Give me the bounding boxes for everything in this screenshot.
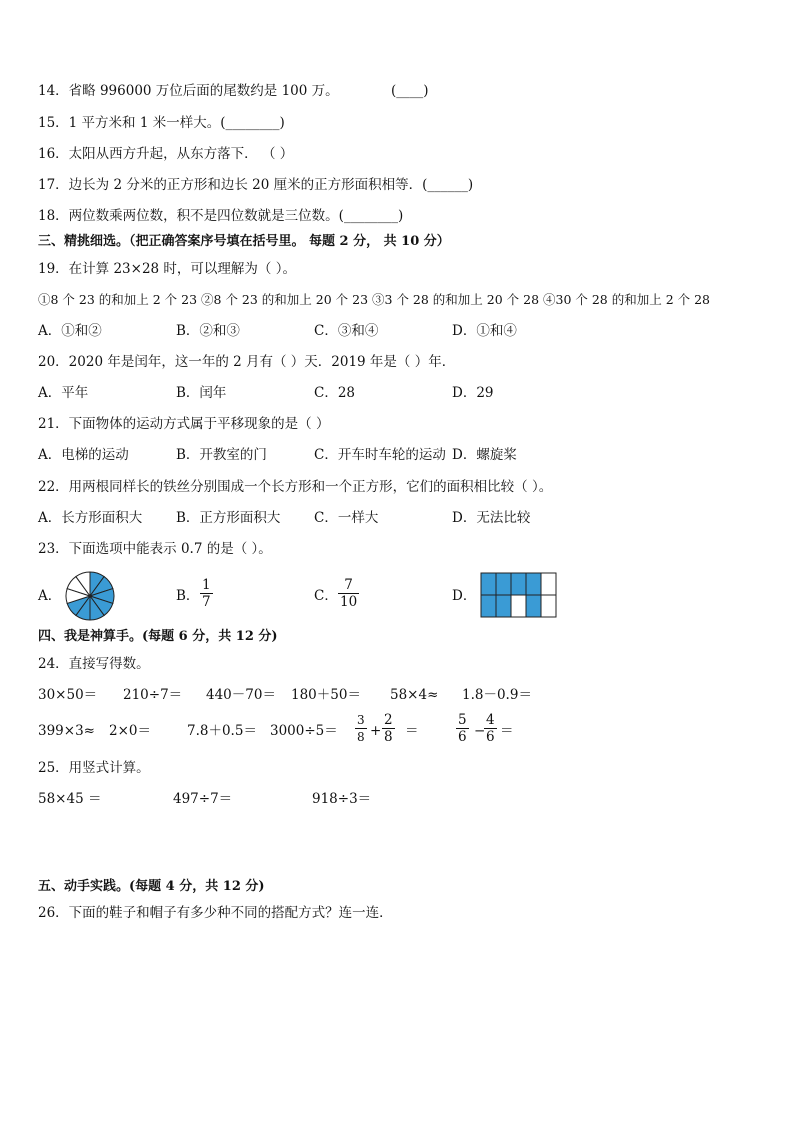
q21-option-d[interactable]: D．螺旋桨 bbox=[452, 447, 517, 463]
calc-item: 30×50＝ bbox=[38, 687, 98, 703]
calc-item: 210÷7＝ bbox=[123, 687, 183, 703]
grid-cell bbox=[496, 595, 511, 617]
grid-cell bbox=[511, 595, 526, 617]
fraction-numerator: 5 bbox=[458, 712, 467, 728]
question-18: 18．两位数乘两位数，积不是四位数就是三位数。(________) bbox=[38, 208, 404, 224]
vertical-calc-item: 918÷3＝ bbox=[312, 791, 372, 807]
q23-option-c-label[interactable]: C． bbox=[314, 588, 338, 604]
question-16: 16．太阳从西方升起，从东方落下． （ ） bbox=[38, 146, 294, 162]
calc-item: 3000÷5＝ bbox=[270, 723, 338, 739]
fraction-denominator: 6 bbox=[486, 729, 495, 745]
calc-item: 2×0＝ bbox=[109, 723, 151, 739]
q21-option-c[interactable]: C．开车时车轮的运动 bbox=[314, 447, 446, 463]
question-14-text: 14．省略 996000 万位后面的尾数约是 100 万。 bbox=[38, 83, 339, 99]
grid-cell bbox=[541, 595, 556, 617]
question-24-stem: 24．直接写得数。 bbox=[38, 656, 150, 672]
calc-item: 440－70＝ bbox=[206, 687, 276, 703]
operator: + bbox=[370, 723, 382, 739]
fraction-numerator: 1 bbox=[202, 577, 211, 593]
question-26-stem: 26．下面的鞋子和帽子有多少种不同的搭配方式？连一连． bbox=[38, 905, 393, 921]
fraction-denominator: 10 bbox=[340, 594, 358, 610]
equals-sign: ＝ bbox=[500, 723, 514, 739]
fraction bbox=[382, 712, 395, 745]
question-15: 15．1 平方米和 1 米一样大。(________) bbox=[38, 115, 285, 131]
q22-option-c[interactable]: C．一样大 bbox=[314, 510, 379, 526]
fraction-denominator: 8 bbox=[357, 730, 365, 744]
calc-item: 399×3≈ bbox=[38, 723, 95, 739]
answer-blank[interactable]: (____) bbox=[390, 83, 429, 99]
calc-item: 58×4≈ bbox=[390, 687, 439, 703]
equals-sign: ＝ bbox=[405, 723, 419, 739]
section-4-heading: 四、我是神算手。(每题 6 分，共 12 分) bbox=[38, 629, 278, 644]
q21-option-a[interactable]: A．电梯的运动 bbox=[38, 447, 129, 463]
question-25-stem: 25．用竖式计算。 bbox=[38, 760, 150, 776]
fraction-denominator: 7 bbox=[202, 594, 211, 610]
q22-option-b[interactable]: B．正方形面积大 bbox=[176, 510, 281, 526]
q22-option-a[interactable]: A．长方形面积大 bbox=[38, 510, 143, 526]
fraction bbox=[355, 712, 367, 745]
grid-cell bbox=[481, 573, 496, 595]
question-14 bbox=[38, 82, 429, 100]
fraction-numerator: 3 bbox=[357, 713, 365, 727]
q19-option-b[interactable]: B．②和③ bbox=[176, 323, 240, 339]
grid-cell bbox=[481, 595, 496, 617]
grid-cell bbox=[541, 573, 556, 595]
question-19-stem: 19．在计算 23×28 时，可以理解为（ ）。 bbox=[38, 261, 296, 277]
q21-option-b[interactable]: B．开教室的门 bbox=[176, 447, 267, 463]
fraction-numerator: 4 bbox=[486, 712, 495, 728]
q19-option-a[interactable]: A．①和② bbox=[38, 323, 102, 339]
q20-option-d[interactable]: D．29 bbox=[452, 385, 494, 401]
q23-option-b-label[interactable]: B． bbox=[176, 588, 200, 604]
q23-pie-chart bbox=[64, 570, 116, 622]
q19-option-d[interactable]: D．①和④ bbox=[452, 323, 517, 339]
q23-option-d-label[interactable]: D． bbox=[452, 588, 477, 604]
q23-fraction-c bbox=[338, 577, 359, 610]
operator: − bbox=[474, 723, 486, 739]
question-22-stem: 22．用两根同样长的铁丝分别围成一个长方形和一个正方形，它们的面积相比较（ ）。 bbox=[38, 479, 553, 495]
q22-option-d[interactable]: D．无法比较 bbox=[452, 510, 531, 526]
question-20-stem: 20．2020 年是闰年，这一年的 2 月有（ ）天．2019 年是（ ）年． bbox=[38, 354, 456, 370]
fraction bbox=[456, 712, 469, 745]
question-21-stem: 21．下面物体的运动方式属于平移现象的是（ ） bbox=[38, 416, 330, 432]
calc-item: 180＋50＝ bbox=[291, 687, 361, 703]
fraction-denominator: 6 bbox=[458, 729, 467, 745]
section-5-heading: 五、动手实践。(每题 4 分，共 12 分) bbox=[38, 879, 265, 894]
fraction-denominator: 8 bbox=[384, 729, 393, 745]
q23-shaded-grid bbox=[480, 572, 558, 618]
calc-item: 7.8＋0.5＝ bbox=[187, 723, 257, 739]
q19-option-c[interactable]: C．③和④ bbox=[314, 323, 379, 339]
question-19-items: ①8 个 23 的和加上 2 个 23 ②8 个 23 的和加上 20 个 23 ③3 个 28 的和加上 20 个 28 ④30 个 28 的和加上 2 个 28 bbox=[38, 292, 711, 307]
q20-option-b[interactable]: B．闰年 bbox=[176, 385, 227, 401]
fraction-numerator: 2 bbox=[384, 712, 393, 728]
vertical-calc-item: 58×45 ＝ bbox=[38, 791, 102, 807]
calc-item: 1.8－0.9＝ bbox=[462, 687, 532, 703]
q23-option-a-label[interactable]: A． bbox=[38, 588, 62, 604]
q20-option-c[interactable]: C．28 bbox=[314, 385, 356, 401]
section-3-heading: 三、精挑细选。（把正确答案序号填在括号里。 每题 2 分， 共 10 分） bbox=[38, 234, 450, 249]
grid-cell bbox=[496, 573, 511, 595]
fraction-numerator: 7 bbox=[344, 577, 353, 593]
q20-option-a[interactable]: A．平年 bbox=[38, 385, 89, 401]
q23-fraction-b bbox=[200, 577, 213, 610]
grid-cell bbox=[526, 595, 541, 617]
grid-cell bbox=[511, 573, 526, 595]
fraction bbox=[484, 712, 497, 745]
grid-cell bbox=[526, 573, 541, 595]
question-23-stem: 23．下面选项中能表示 0.7 的是（ ）。 bbox=[38, 541, 272, 557]
question-17: 17．边长为 2 分米的正方形和边长 20 厘米的正方形面积相等．(______) bbox=[38, 177, 474, 193]
vertical-calc-item: 497÷7＝ bbox=[173, 791, 233, 807]
